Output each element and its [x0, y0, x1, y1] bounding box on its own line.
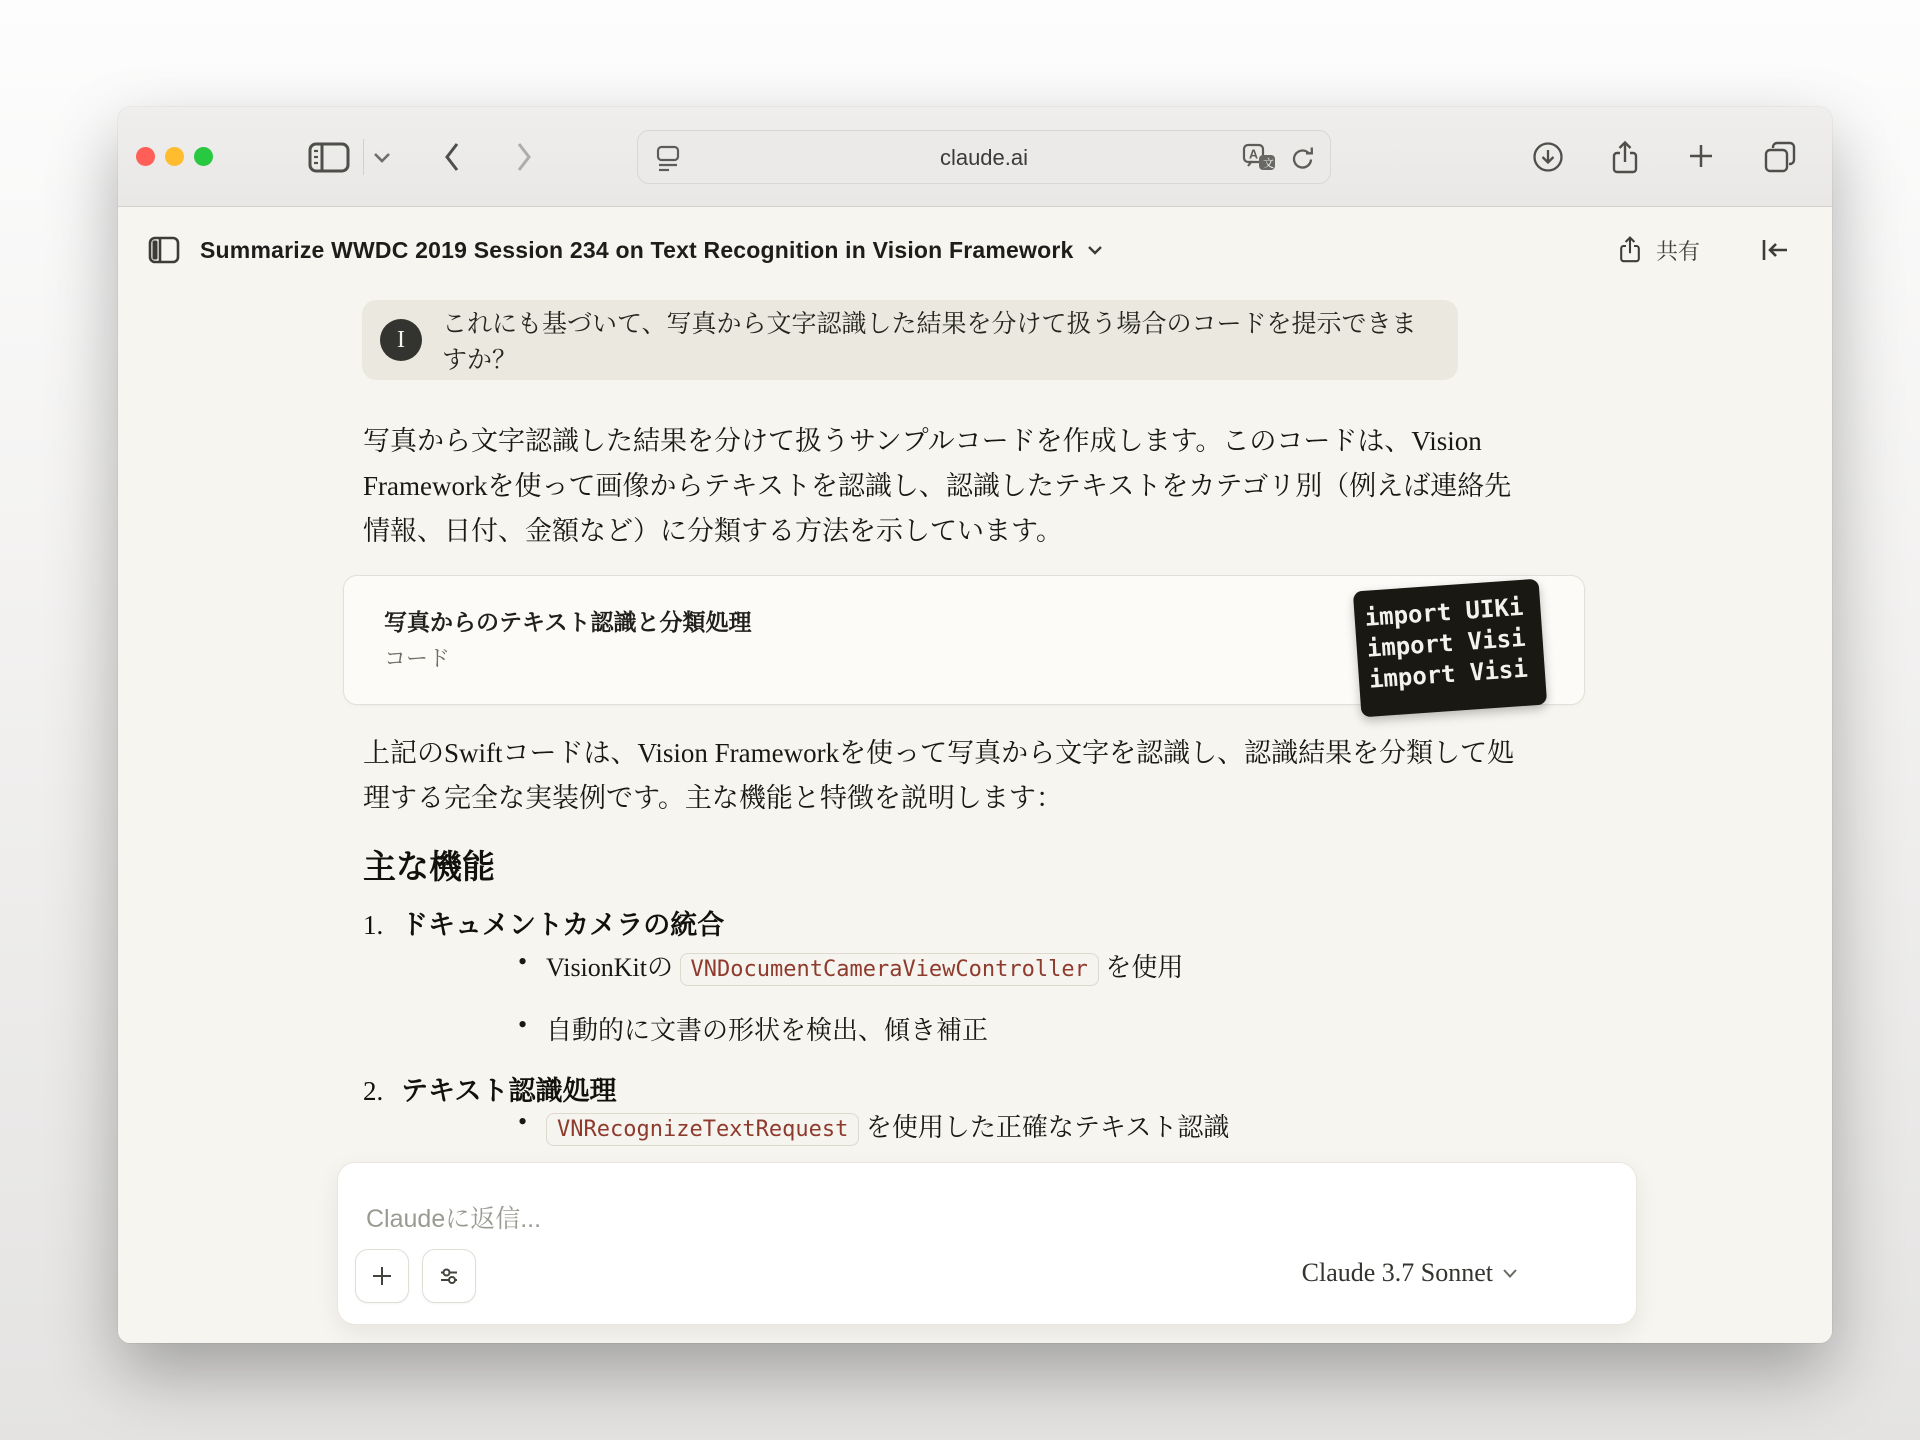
model-selector[interactable]	[1302, 1258, 1518, 1288]
bullet-item	[546, 1107, 1229, 1144]
traffic-lights	[136, 147, 213, 166]
artifact-title: 写真からのテキスト認識と分類処理	[384, 609, 752, 635]
bullet-item	[546, 947, 1183, 984]
model-name: Claude 3.7 Sonnet	[1301, 1258, 1493, 1287]
forward-button[interactable]	[515, 141, 533, 173]
list-item-number: 2.	[363, 1076, 384, 1106]
section-heading: 主な機能	[363, 850, 495, 886]
bullet-text: を使用した正確なテキスト認識	[859, 1113, 1230, 1142]
user-message-text: これにも基づいて、写真から文字認識した結果を分けて扱う場合のコードを提示できますか？	[442, 310, 1417, 374]
user-avatar: I	[380, 319, 422, 361]
panel-toggle-icon[interactable]	[148, 236, 180, 264]
minimize-button[interactable]	[165, 147, 184, 166]
bullet-item	[546, 1010, 988, 1047]
tools-button[interactable]	[422, 1249, 476, 1303]
inline-code: VNDocumentCameraViewController	[680, 953, 1099, 986]
url-text: claude.ai	[939, 145, 1029, 170]
reload-icon[interactable]	[1290, 144, 1316, 172]
user-message	[362, 300, 1458, 380]
code-preview-line: import Visi	[1365, 623, 1527, 663]
new-tab-icon[interactable]	[1685, 140, 1717, 176]
svg-text:A: A	[1249, 147, 1259, 162]
assistant-paragraph: 上記のSwiftコードは、Vision Frameworkを使って写真から文字を認識し、認識結果を分類して処理する完全な実装例です。主な機能と特徴を説明します：	[363, 738, 1515, 813]
claude-page	[118, 207, 1832, 1343]
assistant-paragraph: 写真から文字認識した結果を分けて扱うサンプルコードを作成します。このコードは、Vision Frameworkを使って画像からテキストを認識し、認識したテキストをカテゴリ別（例えば連絡先情報、日付、金額など）に分類する方法を示しています。	[363, 426, 1512, 546]
code-preview-line: import UIKi	[1363, 592, 1525, 632]
conversation-header	[148, 233, 1790, 267]
title-chevron-icon[interactable]	[1086, 244, 1104, 256]
browser-toolbar	[118, 107, 1832, 207]
list-item-title: テキスト認識処理	[401, 1076, 617, 1106]
sidebar-toggle-icon[interactable]	[308, 142, 350, 173]
list-item-1	[363, 903, 724, 942]
list-item-2	[363, 1069, 616, 1108]
sidebar-chevron-icon[interactable]	[372, 151, 392, 164]
collapse-panel-icon[interactable]	[1760, 237, 1790, 263]
bullet-text: 自動的に文書の形状を検出、傾き補正	[546, 1016, 989, 1045]
list-item-number: 1.	[363, 910, 384, 940]
bullet-text: VisionKitの	[546, 953, 680, 982]
reply-composer[interactable]	[337, 1162, 1637, 1325]
tab-overview-icon[interactable]	[1762, 140, 1798, 176]
address-bar[interactable]	[637, 130, 1331, 184]
downloads-icon[interactable]	[1531, 140, 1565, 176]
share-conversation-label[interactable]: 共有	[1655, 238, 1700, 264]
code-preview-line: import Visi	[1368, 654, 1529, 694]
conversation-title[interactable]: Summarize WWDC 2019 Session 234 on Text Recognition in Vision Framework	[200, 236, 1074, 263]
toolbar-divider	[363, 139, 364, 175]
reply-input[interactable]: Claudeに返信...	[366, 1205, 542, 1233]
list-item-title: ドキュメントカメラの統合	[401, 910, 725, 940]
svg-text:文: 文	[1263, 158, 1274, 170]
back-button[interactable]	[443, 141, 461, 173]
artifact-code-preview[interactable]	[1353, 579, 1547, 718]
zoom-button[interactable]	[194, 147, 213, 166]
inline-code: VNRecognizeTextRequest	[546, 1113, 859, 1146]
share-icon[interactable]	[1610, 140, 1640, 176]
share-conversation-icon[interactable]	[1618, 235, 1642, 265]
bullet-text: を使用	[1098, 953, 1184, 982]
close-button[interactable]	[136, 147, 155, 166]
attach-button[interactable]	[355, 1249, 409, 1303]
artifact-subtitle: コード	[384, 646, 451, 671]
safari-window	[118, 107, 1832, 1343]
translate-icon[interactable]	[1242, 143, 1278, 173]
